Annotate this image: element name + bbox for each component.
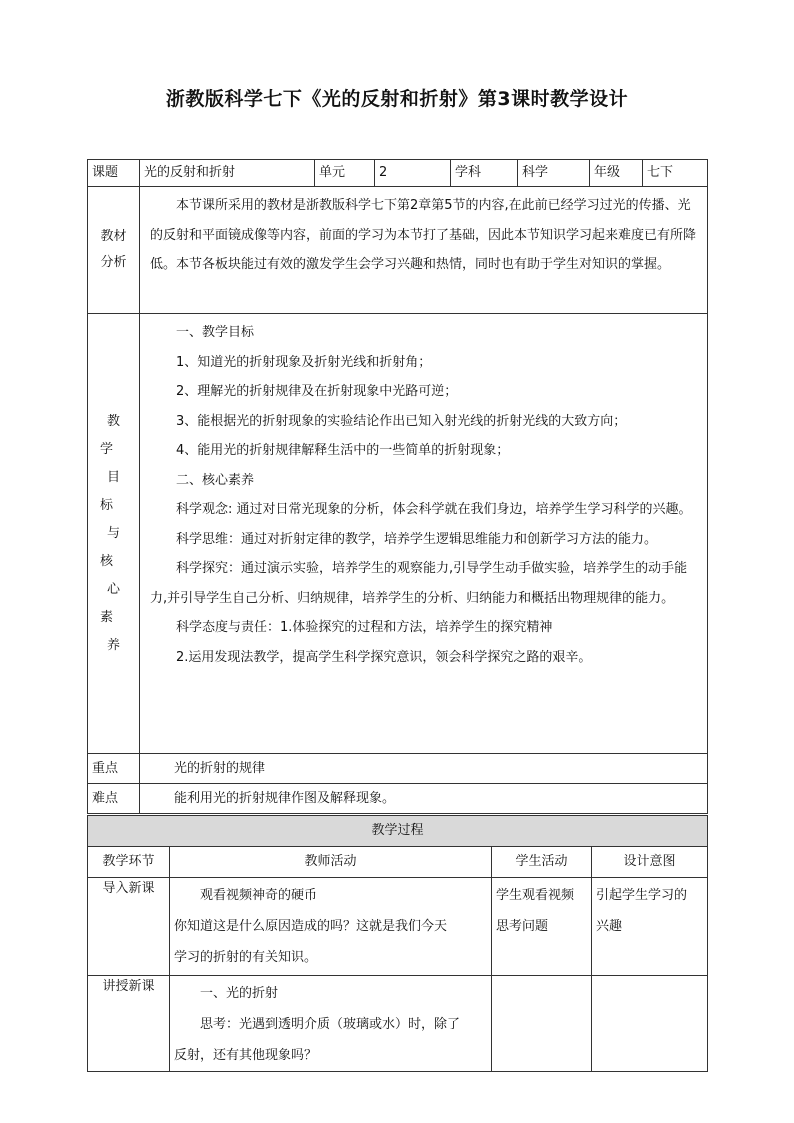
intent-cell bbox=[592, 878, 708, 976]
teacher-line: 你知道这是什么原因造成的吗？这就是我们今天 bbox=[174, 919, 448, 934]
goals-label-line: 教 学 bbox=[99, 413, 134, 457]
goal-item: 4、能用光的折射规律解释生活中的一些简单的折射现象； bbox=[176, 443, 510, 458]
literacy-item: 科学态度与责任：1.体验探究的过程和方法，培养学生的探究精神 bbox=[176, 620, 553, 635]
header-teacher: 教师活动 bbox=[170, 847, 492, 878]
analysis-label bbox=[88, 187, 140, 314]
process-header-row bbox=[88, 847, 708, 878]
analysis-label-line2: 分析 bbox=[100, 255, 127, 270]
difficulty-text: 能利用光的折射规律作图及解释现象。 bbox=[140, 784, 708, 814]
difficulty-row bbox=[88, 784, 708, 814]
topic-value: 光的反射和折射 bbox=[140, 160, 315, 187]
topic-label: 课题 bbox=[88, 160, 140, 187]
intent-cell bbox=[592, 976, 708, 1072]
goals-label-line: 与 核 bbox=[99, 525, 134, 569]
grade-value: 七下 bbox=[643, 160, 708, 187]
unit-value: 2 bbox=[375, 160, 451, 187]
process-title: 教学过程 bbox=[88, 816, 708, 847]
stage-cell: 导入新课 bbox=[88, 878, 170, 976]
process-table bbox=[87, 815, 708, 1072]
goals-row bbox=[88, 314, 708, 754]
student-line: 学生观看视频 bbox=[496, 888, 575, 903]
analysis-cell bbox=[140, 187, 708, 314]
literacy-item: 科学观念: 通过对日常光现象的分析，体会科学就在我们身边，培养学生学习科学的兴趣。 bbox=[176, 502, 692, 517]
teacher-line: 一、光的折射 bbox=[200, 986, 279, 1001]
key-point-row bbox=[88, 754, 708, 784]
process-row-new-lesson bbox=[88, 976, 708, 1072]
analysis-label-line1: 教材 bbox=[100, 229, 127, 244]
process-row-intro bbox=[88, 878, 708, 976]
grade-label: 年级 bbox=[590, 160, 643, 187]
analysis-row bbox=[88, 187, 708, 314]
subject-value: 科学 bbox=[518, 160, 590, 187]
student-cell bbox=[492, 976, 592, 1072]
intent-line: 兴趣 bbox=[596, 919, 623, 934]
header-stage: 教学环节 bbox=[88, 847, 170, 878]
process-title-row bbox=[88, 816, 708, 847]
header-intent: 设计意图 bbox=[592, 847, 708, 878]
literacy-item: 科学探究：通过演示实验，培养学生的观察能力,引导学生动手做实验，培养学生的动手能力,并引导学生自己分析、归纳规律，培养学生的分析、归纳能力和概括出物理规律的能力。 bbox=[150, 561, 688, 606]
student-cell bbox=[492, 878, 592, 976]
goals-label-line: 心 素 bbox=[99, 581, 134, 625]
key-point-label: 重点 bbox=[88, 754, 140, 784]
teacher-line: 学习的折射的有关知识。 bbox=[174, 950, 318, 965]
literacy-item: 科学思维：通过对折射定律的教学，培养学生逻辑思维能力和创新学习方法的能力。 bbox=[176, 531, 658, 547]
unit-label: 单元 bbox=[315, 160, 375, 187]
teacher-line: 反射，还有其他现象吗？ bbox=[174, 1048, 318, 1063]
teacher-cell bbox=[170, 878, 492, 976]
lesson-info-table bbox=[87, 159, 708, 814]
student-line: 思考问题 bbox=[496, 919, 549, 934]
key-point-text: 光的折射的规律 bbox=[140, 754, 708, 784]
goals-label-line: 养 bbox=[106, 637, 134, 653]
goal-item: 2、理解光的折射规律及在折射现象中光路可逆； bbox=[176, 384, 458, 399]
goals-cell bbox=[140, 314, 708, 754]
subject-label: 学科 bbox=[451, 160, 518, 187]
analysis-text: 本节课所采用的教材是浙教版科学七下第2章第5节的内容,在此前已经学习过光的传播、光的反射和平面镜成像等内容，前面的学习为本节打了基础，因此本节知识学习起来难度已有所降低。本节各板块能过有效的激发学生会学习兴趣和热情，同时也有助于学生对知识的掌握。 bbox=[150, 198, 697, 272]
difficulty-label: 难点 bbox=[88, 784, 140, 814]
intent-line: 引起学生学习的 bbox=[596, 888, 688, 903]
goals-heading: 一、教学目标 bbox=[176, 325, 255, 340]
goals-label bbox=[88, 314, 140, 754]
stage-cell: 讲授新课 bbox=[88, 976, 170, 1072]
teacher-line: 观看视频神奇的硬币 bbox=[200, 888, 318, 903]
header-student: 学生活动 bbox=[492, 847, 592, 878]
literacy-item-cont: 2.运用发现法教学，提高学生科学探究意识，领会科学探究之路的艰辛。 bbox=[176, 649, 592, 665]
literacy-heading: 二、核心素养 bbox=[176, 472, 255, 488]
teacher-line: 思考：光遇到透明介质（玻璃或水）时，除了 bbox=[200, 1017, 461, 1032]
goal-item: 1、知道光的折射现象及折射光线和折射角； bbox=[176, 354, 432, 370]
teacher-cell bbox=[170, 976, 492, 1072]
goals-label-line: 目 标 bbox=[99, 469, 134, 513]
info-row bbox=[88, 160, 708, 187]
goal-item: 3、能根据光的折射现象的实验结论作出已知入射光线的折射光线的大致方向； bbox=[176, 413, 627, 429]
document-title: 浙教版科学七下《光的反射和折射》第3课时教学设计 bbox=[165, 88, 629, 110]
